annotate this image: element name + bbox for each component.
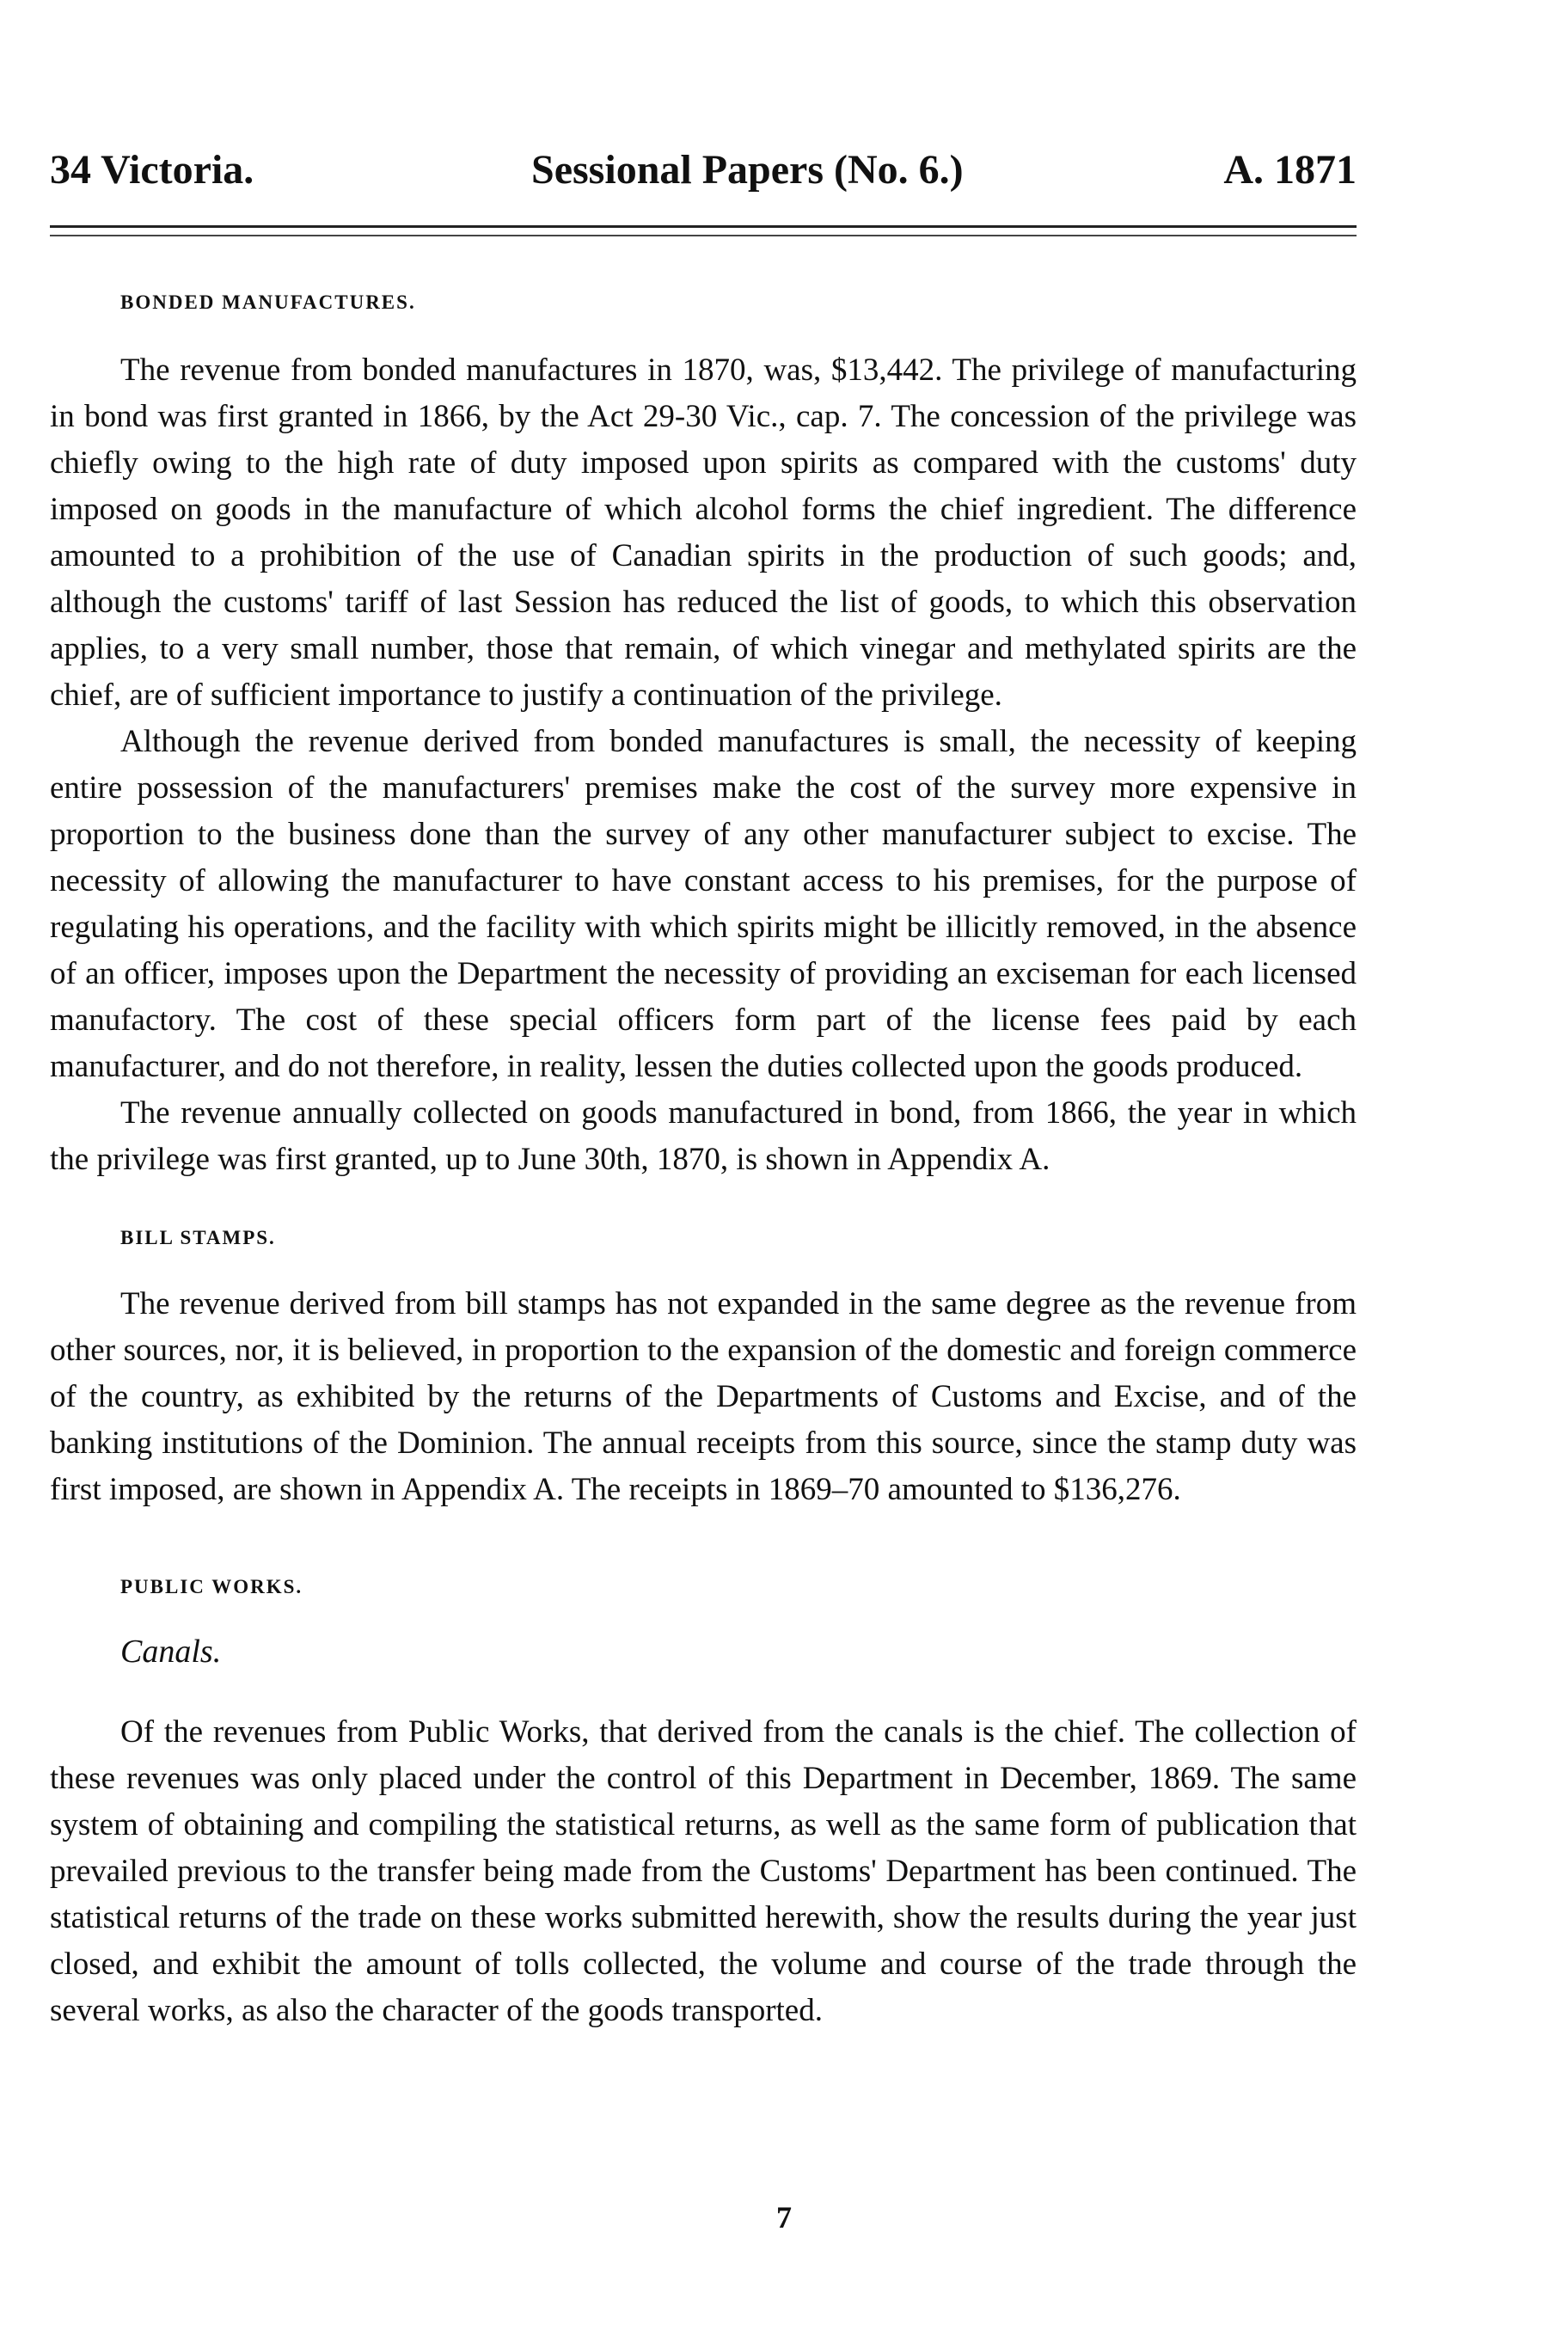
header-year: A. 1871 <box>1223 147 1357 193</box>
page-number: 7 <box>776 2200 792 2235</box>
page-content <box>50 258 1357 2034</box>
paragraph: Of the revenues from Public Works, that derived from the canals is the chief. The collection of these revenues was only placed under the control of this Department in December, 1869. The same system of obtaining and compiling the statistical returns, as well as the same form of publication that prevailed previous to the transfer being made from the Customs' Department has been continued. The statistical returns of the trade on these works submitted herewith, show the results during the year just closed, and exhibit the amount of tolls collected, the volume and course of the trade through the several works, as also the character of the goods transported. <box>50 1714 1357 2028</box>
paragraph: The revenue derived from bill stamps has not expanded in the same degree as the revenue from other sources, nor, it is believed, in proportion to the expansion of the domestic and foreign commerce of the country, as exhibited by the returns of the Departments of Customs and Excise, and of the banking institutions of the Dominion. The annual receipts from this source, since the stamp duty was first imposed, are shown in Appendix A. The receipts in 1869–70 amounted to $136,276. <box>50 1286 1357 1507</box>
paragraph: The revenue annually collected on goods manufactured in bond, from 1866, the year in which the privilege was first granted, up to June 30th, 1870, is shown in Appendix A. <box>50 1095 1357 1177</box>
section-heading-public-works: PUBLIC WORKS. <box>120 1576 303 1597</box>
running-header <box>50 146 1357 206</box>
header-rule-top <box>50 225 1357 228</box>
header-title: Sessional Papers (No. 6.) <box>531 147 964 193</box>
paragraph: Although the revenue derived from bonded manufactures is small, the necessity of keeping entire possession of the manufacturers' premises make the cost of the survey more expensive in proportion to the business done than the survey of any other manufacturer subject to excise. The necessity of allowing the manufacturer to have constant access to his premises, for the purpose of regulating his operations, and the facility with which spirits might be illicitly removed, in the absence of an officer, imposes upon the Department the necessity of providing an exciseman for each licensed manufactory. The cost of these special officers form part of the license fees paid by each manufacturer, and do not therefore, in reality, lessen the duties collected upon the goods produced. <box>50 724 1357 1084</box>
subsection-heading-canals: Canals. <box>120 1634 222 1670</box>
section-heading-bonded-manufactures: BONDED MANUFACTURES. <box>120 291 416 313</box>
section-heading-bill-stamps: BILL STAMPS. <box>120 1227 276 1248</box>
paragraph: The revenue from bonded manufactures in 1870, was, $13,442. The privilege of manufacturing in bond was first granted in 1866, by the Act 29-30 Vic., cap. 7. The concession of the privilege was chiefly owing to the high rate of duty imposed upon spirits as compared with the customs' duty imposed on goods in the manufacture of which alcohol forms the chief ingredient. The difference amounted to a prohibition of the use of Canadian spirits in the production of such goods; and, although the customs' tariff of last Session has reduced the list of goods, to which this observation applies, to a very small number, those that remain, of which vinegar and methylated spirits are the chief, are of sufficient importance to justify a continuation of the privilege. <box>50 353 1357 713</box>
header-rule-bottom <box>50 235 1357 236</box>
header-volume: 34 Victoria. <box>50 147 254 193</box>
